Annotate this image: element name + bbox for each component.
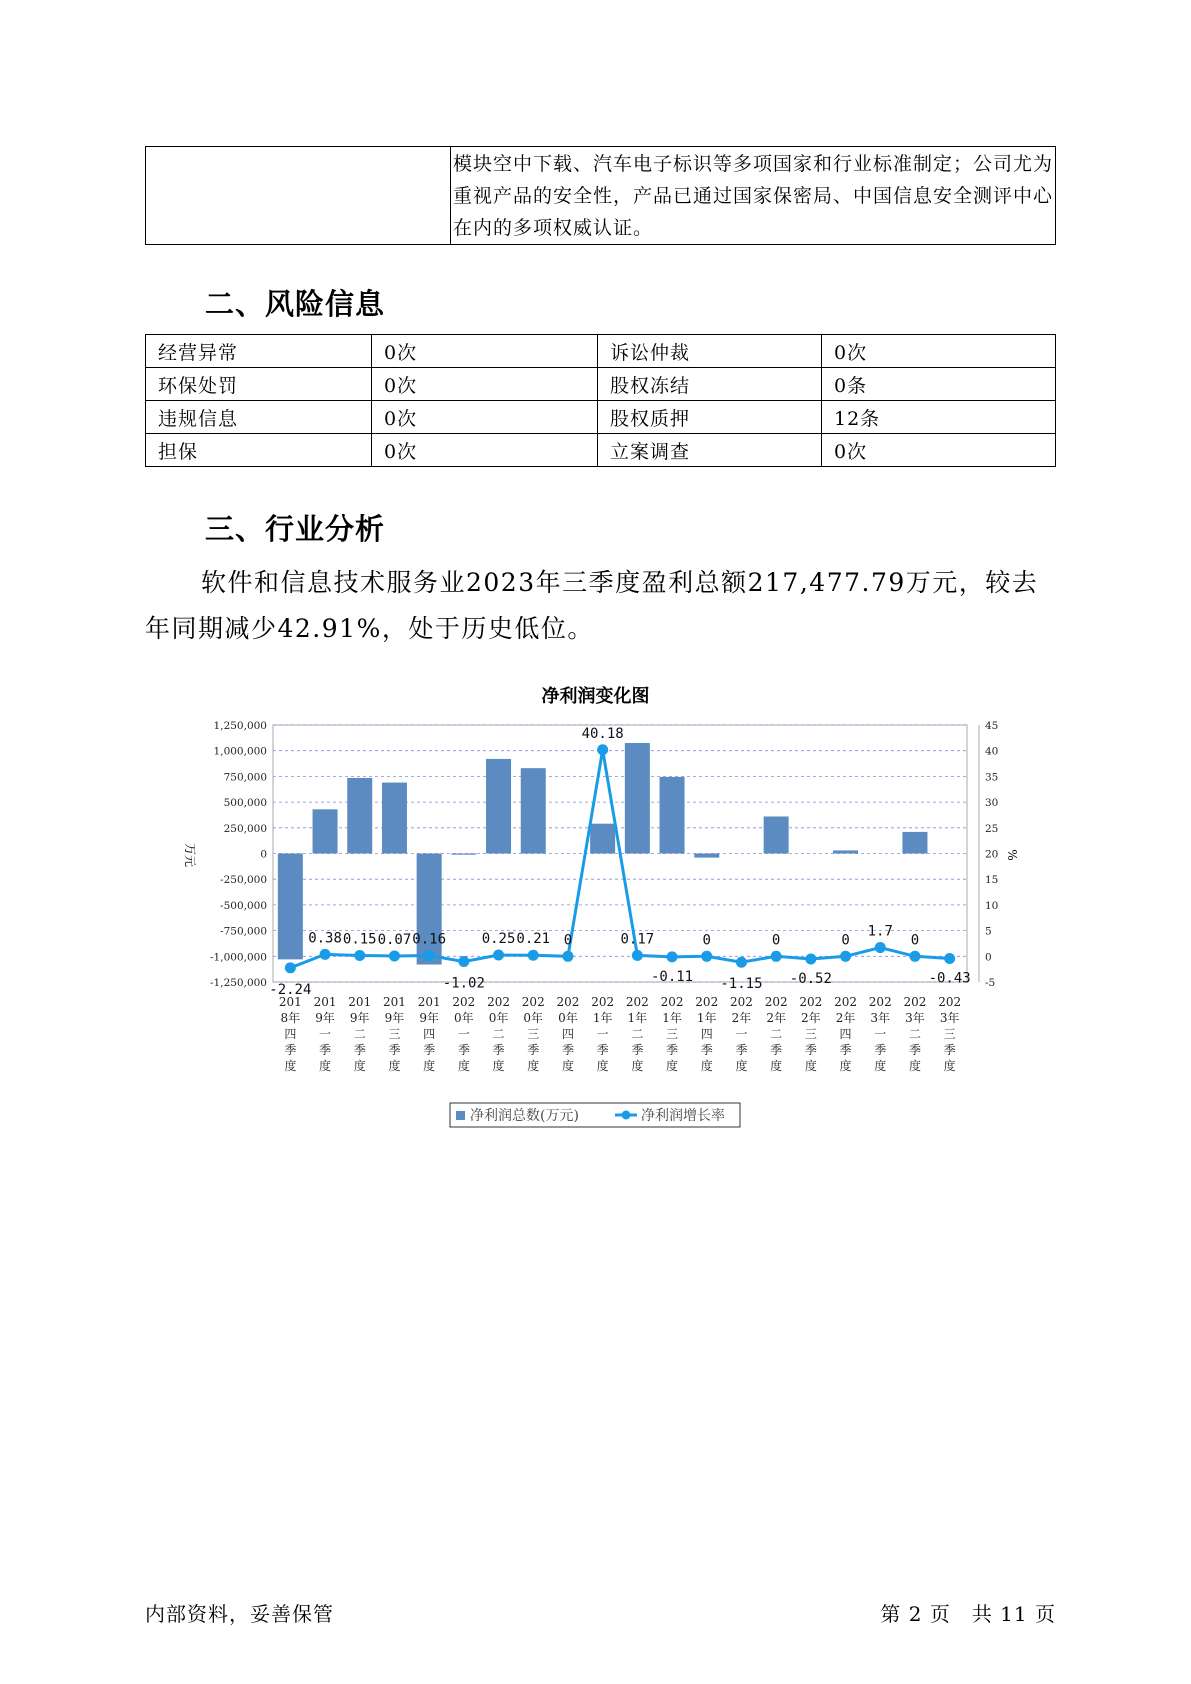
x-tick-label: 度 <box>770 1059 783 1073</box>
risk-item-value: 0条 <box>822 368 1056 401</box>
risk-item-label: 担保 <box>146 434 372 467</box>
point-growth-rate <box>424 950 435 961</box>
x-tick-label: 二 <box>492 1027 505 1041</box>
point-growth-rate <box>458 956 469 967</box>
x-tick-label: 201 <box>382 995 406 1009</box>
bar-net-profit <box>625 743 650 854</box>
x-tick-label: 季 <box>319 1043 332 1057</box>
data-label-growth-rate: 40.18 <box>581 725 624 742</box>
y-left-tick-label: 750,000 <box>223 771 267 784</box>
data-label-growth-rate: -2.24 <box>269 981 312 998</box>
data-label-growth-rate: 0 <box>563 932 573 949</box>
x-tick-label: 202 <box>799 995 823 1009</box>
x-tick-label: 季 <box>700 1043 713 1057</box>
x-tick-label: 9年 <box>349 1011 370 1025</box>
x-tick-label: 一 <box>735 1027 748 1041</box>
x-tick-label: 三 <box>527 1027 540 1041</box>
bar-net-profit <box>521 768 546 853</box>
table-row <box>146 335 1056 368</box>
x-tick-label: 202 <box>521 995 545 1009</box>
x-tick-label: 202 <box>625 995 649 1009</box>
section-title-industry: 三、行业分析 <box>205 512 386 546</box>
x-tick-label: 季 <box>457 1043 470 1057</box>
x-tick-label: 度 <box>631 1059 644 1073</box>
point-growth-rate <box>736 957 747 968</box>
x-tick-label: 3年 <box>939 1011 960 1025</box>
x-tick-label: 202 <box>868 995 892 1009</box>
point-growth-rate <box>320 949 331 960</box>
x-tick-label: 202 <box>695 995 719 1009</box>
x-tick-label: 202 <box>764 995 788 1009</box>
data-label-growth-rate: 0.38 <box>308 930 342 947</box>
y-left-tick-label: 250,000 <box>223 822 267 835</box>
y-left-tick-label: 500,000 <box>223 797 267 810</box>
x-tick-label: 度 <box>561 1059 574 1073</box>
x-tick-label: 9年 <box>384 1011 405 1025</box>
point-growth-rate <box>701 951 712 962</box>
y-left-tick-label: 0 <box>260 848 267 861</box>
y-right-tick-label: -5 <box>985 977 996 989</box>
table-row <box>146 401 1056 434</box>
risk-item-label: 违规信息 <box>146 401 372 434</box>
bar-net-profit <box>313 809 338 853</box>
point-growth-rate <box>528 950 539 961</box>
x-tick-label: 三 <box>804 1027 817 1041</box>
y-left-tick-label: -750,000 <box>220 925 267 938</box>
point-growth-rate <box>667 951 678 962</box>
x-tick-label: 三 <box>388 1027 401 1041</box>
risk-item-value: 0次 <box>372 368 598 401</box>
y-left-tick-label: -1,250,000 <box>210 977 267 989</box>
x-tick-label: 二 <box>770 1027 783 1041</box>
x-tick-label: 二 <box>908 1027 921 1041</box>
x-tick-label: 四 <box>700 1027 713 1041</box>
industry-paragraph: 软件和信息技术服务业2023年三季度盈利总额217,477.79万元，较去年同期减少42.91%，处于历史低位。 <box>145 568 1039 643</box>
point-growth-rate <box>493 950 504 961</box>
legend-bar-label: 净利润总数(万元) <box>470 1108 579 1124</box>
legend-line-marker <box>622 1111 631 1120</box>
y-left-tick-label: -250,000 <box>220 874 267 887</box>
chart-title: 净利润变化图 <box>541 686 650 707</box>
point-growth-rate <box>285 962 296 973</box>
x-tick-label: 度 <box>423 1059 436 1073</box>
risk-item-label: 环保处罚 <box>146 368 372 401</box>
bar-net-profit <box>417 854 442 965</box>
x-tick-label: 202 <box>660 995 684 1009</box>
x-tick-label: 202 <box>556 995 580 1009</box>
x-tick-label: 9年 <box>315 1011 335 1025</box>
data-label-growth-rate: -1.02 <box>442 975 485 992</box>
point-growth-rate <box>909 951 920 962</box>
risk-item-value: 0次 <box>822 335 1056 368</box>
x-tick-label: 季 <box>596 1043 609 1057</box>
x-tick-label: 202 <box>834 995 858 1009</box>
x-tick-label: 2年 <box>835 1011 856 1025</box>
data-label-growth-rate: -0.11 <box>650 968 694 985</box>
data-label-growth-rate: 0 <box>702 932 711 949</box>
x-tick-label: 202 <box>729 995 753 1009</box>
x-tick-label: 二 <box>353 1027 366 1041</box>
x-tick-label: 一 <box>457 1027 470 1041</box>
x-tick-label: 度 <box>700 1059 713 1073</box>
bar-net-profit <box>590 824 615 854</box>
x-tick-label: 202 <box>452 995 476 1009</box>
bar-net-profit <box>694 854 719 858</box>
x-tick-label: 1年 <box>627 1011 648 1025</box>
x-tick-label: 季 <box>492 1043 505 1057</box>
y-right-tick-label: 25 <box>985 822 999 835</box>
y-right-tick-label: 30 <box>985 797 999 810</box>
point-growth-rate <box>597 744 608 755</box>
data-label-growth-rate: 0.07 <box>377 931 412 948</box>
bar-net-profit <box>486 759 511 854</box>
risk-item-label: 诉讼仲裁 <box>598 335 822 368</box>
table-cell-description: 模块空中下载、汽车电子标识等多项国家和行业标准制定；公司尤为重视产品的安全性，产品已通过国家保密局、中国信息安全测评中心在内的多项权威认证。 <box>451 147 1056 245</box>
x-tick-label: 202 <box>591 995 615 1009</box>
data-label-growth-rate: -1.15 <box>720 976 763 993</box>
x-tick-label: 3年 <box>870 1011 891 1025</box>
y-right-tick-label: 15 <box>985 874 999 887</box>
data-label-growth-rate: 0.15 <box>342 931 377 948</box>
risk-item-label: 经营异常 <box>146 335 372 368</box>
risk-item-label: 股权质押 <box>598 401 822 434</box>
bar-net-profit <box>347 778 372 854</box>
y-right-tick-label: 5 <box>985 925 992 938</box>
x-tick-label: 三 <box>666 1027 679 1041</box>
bar-net-profit <box>660 777 685 854</box>
data-label-growth-rate: 0.21 <box>516 931 551 948</box>
y-left-tick-label: 1,000,000 <box>213 745 267 758</box>
x-tick-label: 度 <box>839 1059 852 1073</box>
x-tick-label: 一 <box>319 1027 332 1041</box>
footer-page-number: 第 2 页 共 11 页 <box>880 1602 1056 1626</box>
data-label-growth-rate: 0 <box>910 932 920 949</box>
risk-info-table <box>145 334 1056 467</box>
y-right-tick-label: 10 <box>985 899 999 912</box>
x-tick-label: 季 <box>839 1043 852 1057</box>
x-tick-label: 四 <box>423 1027 436 1041</box>
bar-net-profit <box>451 854 476 855</box>
x-tick-label: 季 <box>353 1043 366 1057</box>
x-tick-label: 季 <box>631 1043 644 1057</box>
x-tick-label: 2年 <box>766 1011 786 1025</box>
risk-item-value: 0次 <box>372 434 598 467</box>
x-tick-label: 度 <box>943 1059 956 1073</box>
x-tick-label: 度 <box>596 1059 609 1073</box>
x-tick-label: 0年 <box>558 1011 578 1025</box>
x-tick-label: 8年 <box>280 1011 301 1025</box>
x-tick-label: 201 <box>348 995 372 1009</box>
bar-net-profit <box>382 783 407 854</box>
footer-confidential: 内部资料，妥善保管 <box>145 1602 334 1626</box>
bar-net-profit <box>278 854 303 960</box>
y-left-tick-label: -500,000 <box>220 899 267 912</box>
x-tick-label: 1年 <box>696 1011 717 1025</box>
data-label-growth-rate: 0.17 <box>620 931 655 948</box>
x-tick-label: 季 <box>874 1043 887 1057</box>
x-tick-label: 季 <box>943 1043 956 1057</box>
risk-item-label: 立案调查 <box>598 434 822 467</box>
risk-item-value: 0次 <box>822 434 1056 467</box>
x-tick-label: 0年 <box>523 1011 544 1025</box>
x-tick-label: 度 <box>388 1059 401 1073</box>
y-left-tick-label: 1,250,000 <box>213 720 267 732</box>
x-tick-label: 度 <box>908 1059 921 1073</box>
data-label-growth-rate: 0 <box>771 932 781 949</box>
x-tick-label: 9年 <box>419 1011 439 1025</box>
x-tick-label: 季 <box>561 1043 574 1057</box>
x-tick-label: 2年 <box>731 1011 752 1025</box>
data-label-growth-rate: -0.52 <box>789 970 832 987</box>
risk-item-value: 12条 <box>822 401 1056 434</box>
x-tick-label: 四 <box>284 1027 297 1041</box>
x-tick-label: 度 <box>319 1059 332 1073</box>
data-label-growth-rate: 0.16 <box>412 931 447 948</box>
y-right-tick-label: 0 <box>985 951 992 964</box>
x-tick-label: 季 <box>770 1043 783 1057</box>
x-tick-label: 度 <box>284 1059 297 1073</box>
bar-net-profit <box>833 850 858 853</box>
y-right-tick-label: 45 <box>985 720 999 732</box>
point-growth-rate <box>354 950 365 961</box>
x-tick-label: 2年 <box>801 1011 821 1025</box>
x-tick-label: 季 <box>735 1043 748 1057</box>
x-tick-label: 季 <box>388 1043 401 1057</box>
legend-bar-swatch <box>456 1111 465 1120</box>
x-tick-label: 季 <box>284 1043 297 1057</box>
data-label-growth-rate: 0.25 <box>481 931 516 948</box>
y-right-axis-title: % <box>1005 849 1019 861</box>
data-label-growth-rate: 0 <box>841 932 850 949</box>
x-tick-label: 202 <box>938 995 962 1009</box>
x-tick-label: 一 <box>596 1027 609 1041</box>
table-row <box>146 434 1056 467</box>
point-growth-rate <box>389 950 400 961</box>
x-tick-label: 季 <box>423 1043 436 1057</box>
risk-item-label: 股权冻结 <box>598 368 822 401</box>
x-tick-label: 季 <box>908 1043 921 1057</box>
point-growth-rate <box>562 951 573 962</box>
point-growth-rate <box>805 953 816 964</box>
company-info-table <box>145 146 1056 245</box>
x-tick-label: 度 <box>804 1059 817 1073</box>
x-tick-label: 四 <box>839 1027 852 1041</box>
x-tick-label: 201 <box>313 995 337 1009</box>
table-cell-empty <box>146 147 451 245</box>
point-growth-rate <box>632 950 643 961</box>
y-left-axis-title: 万元 <box>183 842 197 868</box>
legend-line-label: 净利润增长率 <box>641 1108 725 1124</box>
x-tick-label: 1年 <box>592 1011 613 1025</box>
data-label-growth-rate: -0.43 <box>928 970 971 987</box>
point-growth-rate <box>840 951 851 962</box>
x-tick-label: 度 <box>735 1059 748 1073</box>
x-tick-label: 0年 <box>454 1011 474 1025</box>
x-tick-label: 度 <box>492 1059 505 1073</box>
bar-net-profit <box>902 832 927 854</box>
point-growth-rate <box>771 951 782 962</box>
x-tick-label: 二 <box>631 1027 644 1041</box>
x-tick-label: 度 <box>666 1059 679 1073</box>
x-tick-label: 3年 <box>905 1011 925 1025</box>
x-tick-label: 季 <box>804 1043 817 1057</box>
x-tick-label: 一 <box>874 1027 887 1041</box>
x-tick-label: 1年 <box>662 1011 682 1025</box>
x-tick-label: 度 <box>353 1059 366 1073</box>
x-tick-label: 季 <box>527 1043 540 1057</box>
risk-item-value: 0次 <box>372 401 598 434</box>
table-row <box>146 368 1056 401</box>
x-tick-label: 202 <box>487 995 511 1009</box>
x-tick-label: 201 <box>417 995 441 1009</box>
x-tick-label: 度 <box>457 1059 470 1073</box>
net-profit-chart <box>0 700 1191 1140</box>
y-right-tick-label: 20 <box>985 848 999 861</box>
y-right-tick-label: 40 <box>985 745 999 758</box>
y-left-tick-label: -1,000,000 <box>210 951 267 964</box>
bar-net-profit <box>764 816 789 853</box>
x-tick-label: 度 <box>527 1059 540 1073</box>
section-title-risk: 二、风险信息 <box>205 287 386 321</box>
x-tick-label: 四 <box>561 1027 574 1041</box>
x-tick-label: 202 <box>903 995 927 1009</box>
y-right-tick-label: 35 <box>985 771 999 784</box>
x-tick-label: 0年 <box>488 1011 509 1025</box>
point-growth-rate <box>944 953 955 964</box>
x-tick-label: 三 <box>943 1027 956 1041</box>
x-tick-label: 度 <box>874 1059 887 1073</box>
point-growth-rate <box>875 942 886 953</box>
x-tick-label: 季 <box>666 1043 679 1057</box>
x-tick-label: 201 <box>278 995 302 1009</box>
data-label-growth-rate: 1.7 <box>867 923 893 940</box>
risk-item-value: 0次 <box>372 335 598 368</box>
